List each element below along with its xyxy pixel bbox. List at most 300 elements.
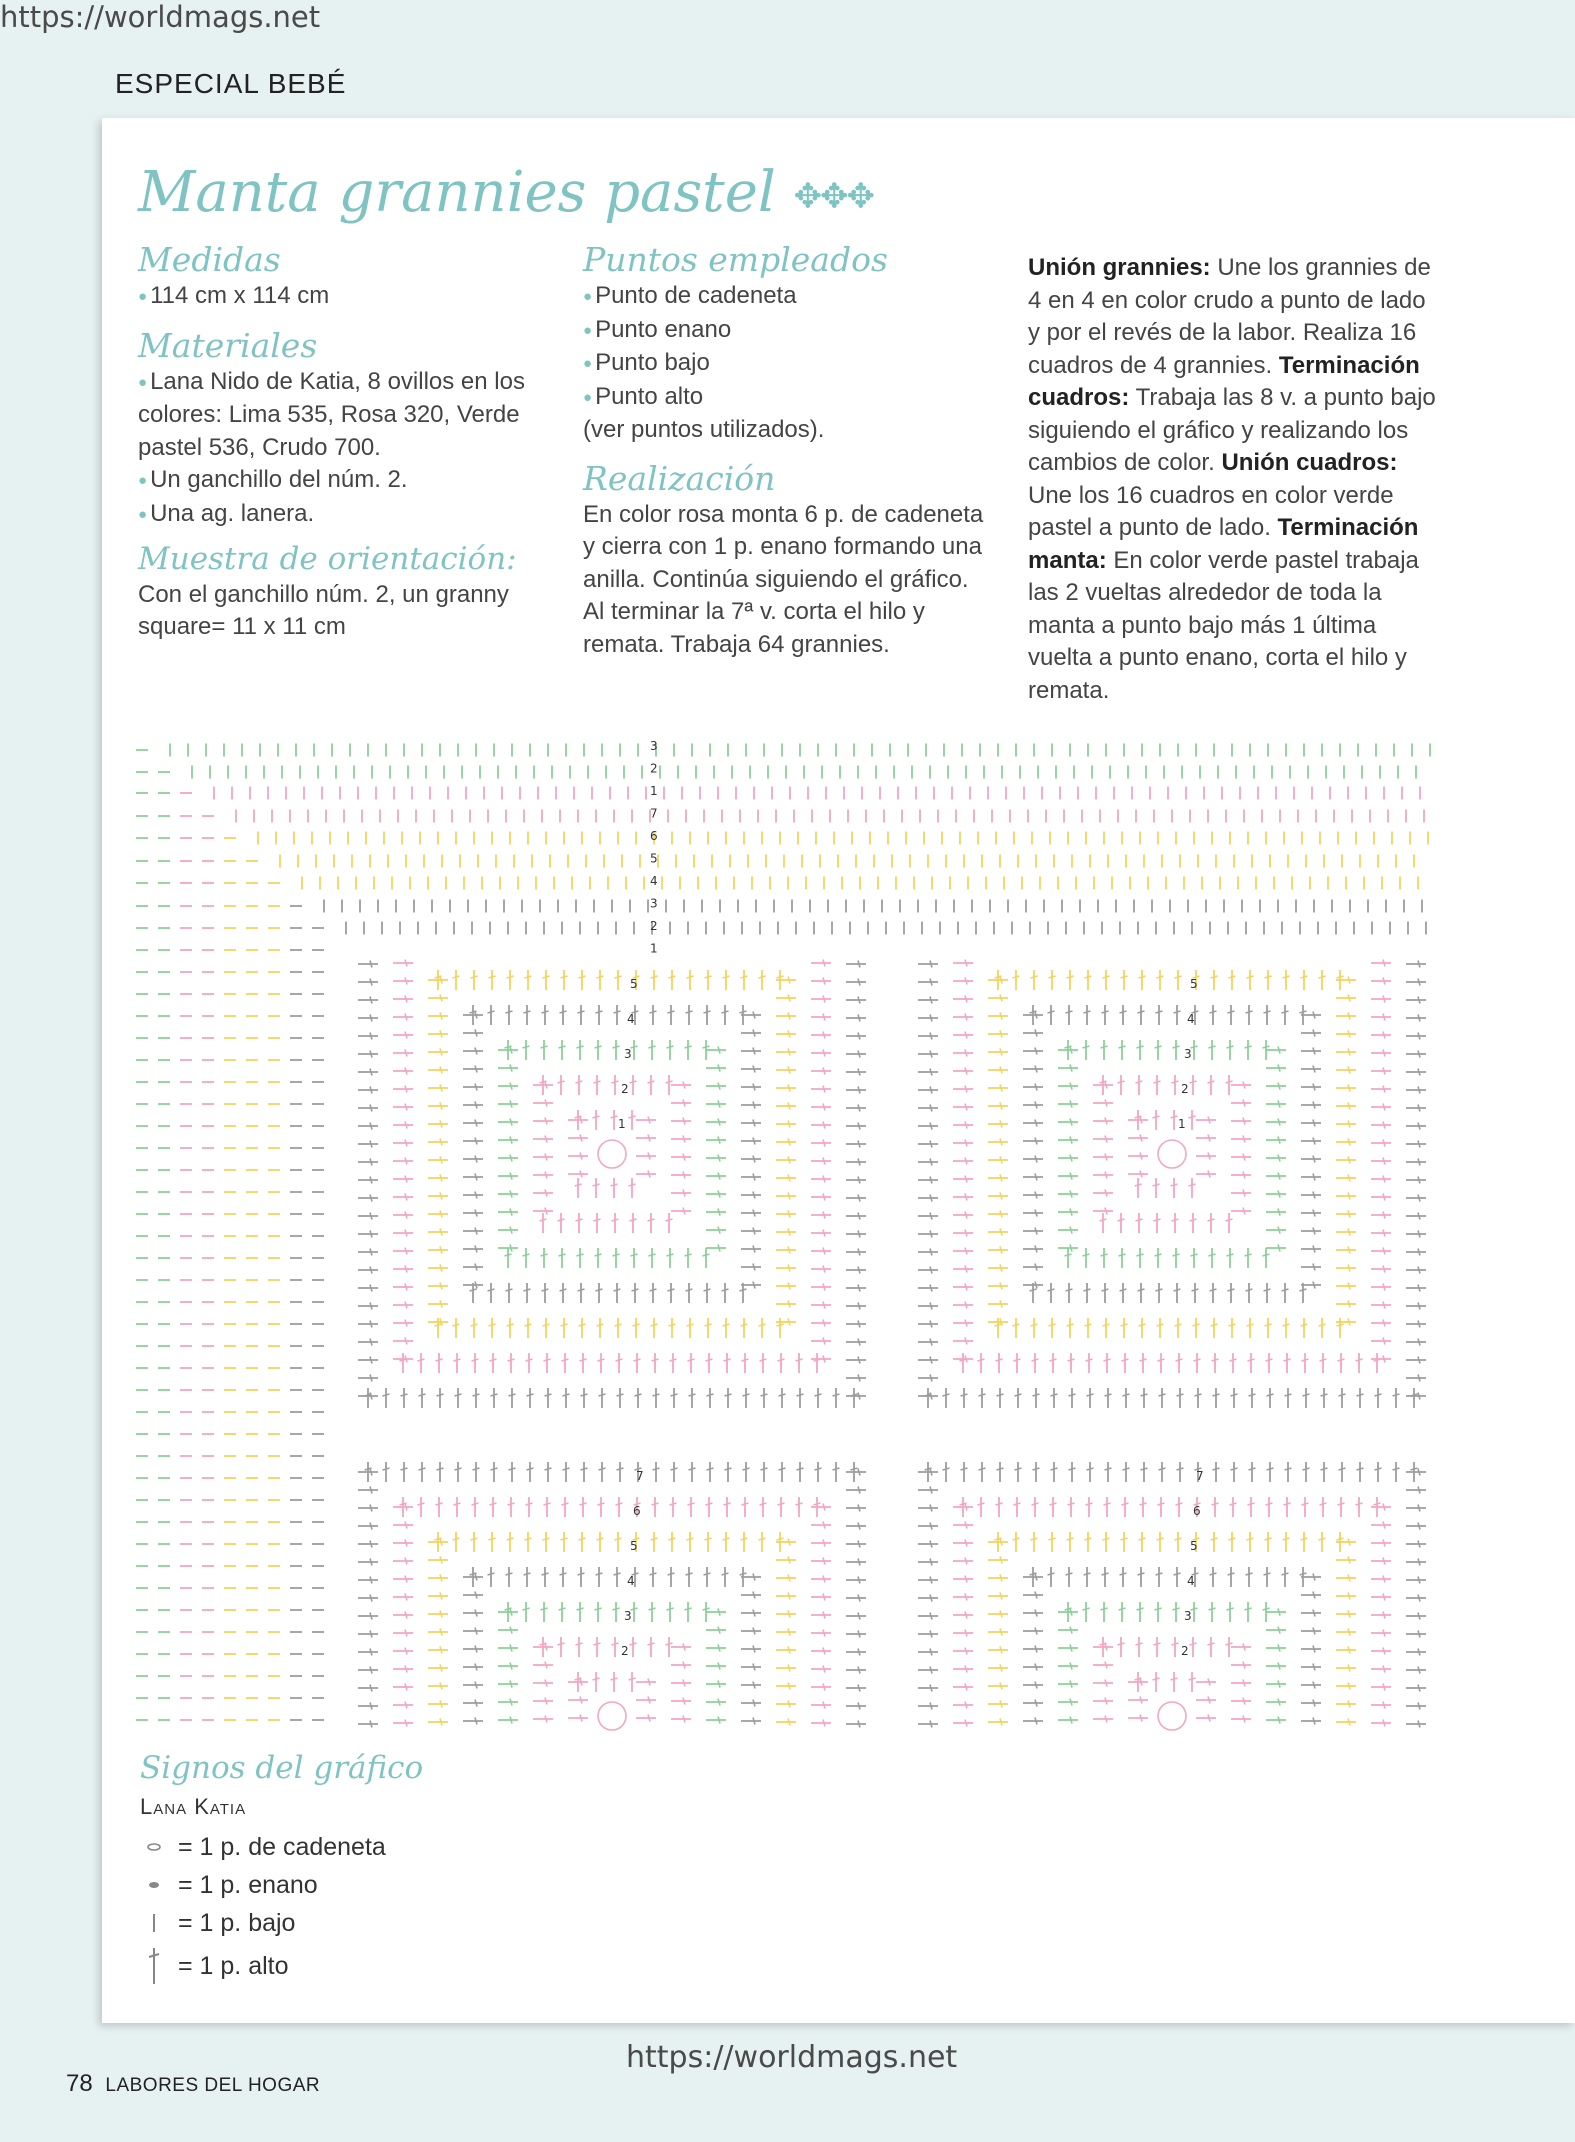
double-crochet-mark xyxy=(953,1014,973,1021)
double-crochet-mark xyxy=(811,978,831,985)
double-crochet-mark xyxy=(776,1283,796,1290)
double-crochet-mark xyxy=(393,1720,413,1727)
double-crochet-mark xyxy=(1266,1047,1286,1054)
double-crochet-mark xyxy=(1266,1245,1286,1252)
double-crochet-mark xyxy=(741,1532,748,1552)
double-crochet-mark xyxy=(953,1122,973,1129)
double-crochet-mark xyxy=(580,1353,587,1373)
double-crochet-mark xyxy=(1119,1248,1126,1268)
double-crochet-mark xyxy=(846,1033,866,1040)
double-crochet-mark xyxy=(1137,1040,1144,1060)
double-crochet-mark xyxy=(428,1575,448,1582)
double-crochet-mark xyxy=(577,1602,584,1622)
double-crochet-mark xyxy=(358,1541,378,1548)
double-crochet-mark xyxy=(846,1195,866,1202)
double-crochet-mark xyxy=(648,1637,655,1657)
double-crochet-mark xyxy=(918,1487,938,1494)
double-crochet-mark xyxy=(1266,1627,1286,1634)
double-crochet-mark xyxy=(953,1140,973,1147)
double-crochet-mark xyxy=(1249,1462,1256,1482)
double-crochet-mark xyxy=(1031,970,1038,990)
double-crochet-mark xyxy=(953,1086,973,1093)
double-crochet-mark xyxy=(703,1248,710,1268)
double-crochet-mark xyxy=(1371,1032,1391,1039)
double-crochet-mark xyxy=(1371,1212,1391,1219)
double-crochet-mark xyxy=(358,1631,378,1638)
double-crochet-mark xyxy=(1266,1699,1286,1706)
double-crochet-mark xyxy=(1371,1140,1391,1147)
double-crochet-mark xyxy=(988,1247,1008,1254)
double-crochet-mark xyxy=(1300,1283,1307,1303)
materiales-heading: Materiales xyxy=(138,325,318,365)
double-crochet-mark xyxy=(358,1231,378,1238)
double-crochet-mark xyxy=(741,1210,761,1217)
double-crochet-mark xyxy=(1031,1532,1038,1552)
double-crochet-mark xyxy=(1336,1229,1356,1236)
double-crochet-mark xyxy=(1067,1318,1074,1338)
double-crochet-mark xyxy=(1303,1388,1310,1408)
double-crochet-mark xyxy=(1301,1210,1321,1217)
double-crochet-mark xyxy=(1406,1541,1426,1548)
double-crochet-mark xyxy=(1049,970,1056,990)
double-crochet-mark xyxy=(635,1388,642,1408)
double-crochet-mark xyxy=(1023,1120,1043,1127)
double-crochet-mark xyxy=(489,970,496,990)
double-crochet-mark xyxy=(1121,1532,1128,1552)
double-crochet-mark xyxy=(759,1318,766,1338)
double-crochet-mark xyxy=(545,1388,552,1408)
double-crochet-mark xyxy=(846,1249,866,1256)
double-crochet-mark xyxy=(846,1159,866,1166)
double-crochet-mark xyxy=(1103,1532,1110,1552)
double-crochet-mark xyxy=(1266,1609,1286,1616)
flower-motif-icon: ✥✥✥ xyxy=(793,176,874,217)
double-crochet-mark xyxy=(953,960,973,967)
double-crochet-mark xyxy=(576,1213,583,1233)
double-crochet-mark xyxy=(393,1086,413,1093)
double-crochet-mark xyxy=(1155,1248,1162,1268)
double-crochet-mark xyxy=(498,1227,518,1234)
double-crochet-mark xyxy=(472,1353,479,1373)
double-crochet-mark xyxy=(1069,1462,1076,1482)
double-crochet-mark xyxy=(925,1388,932,1408)
double-crochet-mark xyxy=(953,1176,973,1183)
double-crochet-mark xyxy=(1406,1123,1426,1130)
double-crochet-mark xyxy=(943,1388,950,1408)
double-crochet-mark xyxy=(706,1497,713,1517)
double-crochet-mark xyxy=(1371,1068,1391,1075)
double-crochet-mark xyxy=(1301,1532,1308,1552)
double-crochet-mark xyxy=(1213,1388,1220,1408)
double-crochet-mark xyxy=(1371,978,1391,985)
double-crochet-mark xyxy=(846,1105,866,1112)
double-crochet-mark xyxy=(473,1462,480,1482)
double-crochet-mark xyxy=(1067,970,1074,990)
double-crochet-mark xyxy=(505,1248,512,1268)
double-crochet-mark xyxy=(1266,1137,1286,1144)
double-crochet-mark xyxy=(543,970,550,990)
double-crochet-mark xyxy=(776,1611,796,1618)
double-crochet-mark xyxy=(1406,961,1426,968)
double-crochet-mark xyxy=(1301,1646,1321,1653)
double-crochet-mark xyxy=(1231,1388,1238,1408)
double-crochet-mark xyxy=(1371,1540,1391,1547)
double-crochet-mark xyxy=(653,1388,660,1408)
double-crochet-mark xyxy=(1406,1033,1426,1040)
double-crochet-mark xyxy=(667,1602,674,1622)
double-crochet-mark xyxy=(722,1283,729,1303)
double-crochet-mark xyxy=(358,997,378,1004)
double-crochet-mark xyxy=(358,1505,378,1512)
double-crochet-mark xyxy=(1209,1040,1216,1060)
double-crochet-mark xyxy=(988,1719,1008,1726)
double-crochet-mark xyxy=(1336,1067,1356,1074)
double-crochet-mark xyxy=(597,970,604,990)
muestra-paragraph xyxy=(138,543,538,644)
double-crochet-mark xyxy=(595,1602,602,1622)
double-crochet-mark xyxy=(1156,1005,1163,1025)
double-crochet-mark xyxy=(1246,1283,1253,1303)
double-crochet-mark xyxy=(1023,1682,1043,1689)
double-crochet-mark xyxy=(1058,1119,1078,1126)
double-crochet-mark xyxy=(1141,1388,1148,1408)
double-crochet-mark xyxy=(579,970,586,990)
double-crochet-mark xyxy=(542,1283,549,1303)
double-crochet-mark xyxy=(599,1388,606,1408)
double-crochet-mark xyxy=(1282,1005,1289,1025)
double-crochet-mark xyxy=(761,1388,768,1408)
double-crochet-mark xyxy=(614,1283,621,1303)
double-crochet-mark xyxy=(463,1228,483,1235)
double-crochet-mark xyxy=(1013,1318,1020,1338)
double-crochet-mark xyxy=(668,1567,675,1587)
double-crochet-mark xyxy=(1128,1715,1148,1722)
round-number-label: 7 xyxy=(636,1469,644,1483)
round-number-label: 5 xyxy=(630,1539,638,1553)
double-crochet-mark xyxy=(953,1032,973,1039)
double-crochet-mark xyxy=(811,1522,831,1529)
double-crochet-mark xyxy=(533,1662,553,1669)
double-crochet-mark xyxy=(1136,1213,1143,1233)
double-crochet-mark xyxy=(846,1487,866,1494)
double-crochet-mark xyxy=(428,1031,448,1038)
double-crochet-mark xyxy=(918,1267,938,1274)
double-crochet-mark xyxy=(988,1139,1008,1146)
double-crochet-mark xyxy=(1065,1248,1072,1268)
double-crochet-mark xyxy=(1058,1645,1078,1652)
double-crochet-mark xyxy=(1211,970,1218,990)
double-crochet-mark xyxy=(541,1248,548,1268)
double-crochet-mark xyxy=(1321,1462,1328,1482)
double-crochet-mark xyxy=(419,1388,426,1408)
double-crochet-mark xyxy=(1023,1048,1043,1055)
double-crochet-mark xyxy=(1033,1388,1040,1408)
double-crochet-mark xyxy=(1266,1681,1286,1688)
double-crochet-mark xyxy=(507,970,514,990)
double-crochet-mark xyxy=(1336,1211,1356,1218)
double-crochet-mark xyxy=(1231,1190,1251,1197)
double-crochet-mark xyxy=(1336,1301,1356,1308)
terminacion-cuadros-label: Terminación cuadros: xyxy=(1028,351,1420,411)
double-crochet-mark xyxy=(671,1172,691,1179)
double-crochet-mark xyxy=(776,1647,796,1654)
double-crochet-mark xyxy=(1058,1681,1078,1688)
double-crochet-mark xyxy=(776,1049,796,1056)
double-crochet-mark xyxy=(811,1612,831,1619)
double-crochet-mark xyxy=(428,1683,448,1690)
double-crochet-mark xyxy=(393,1248,413,1255)
double-crochet-mark xyxy=(743,1462,750,1482)
double-crochet-mark xyxy=(918,1177,938,1184)
double-crochet-mark xyxy=(811,1050,831,1057)
double-crochet-mark xyxy=(1231,1208,1251,1215)
double-crochet-mark xyxy=(1093,1136,1113,1143)
round-number-label: 4 xyxy=(1187,1574,1195,1588)
double-crochet-mark xyxy=(617,1388,624,1408)
double-crochet-mark xyxy=(846,1613,866,1620)
double-crochet-mark xyxy=(1085,1318,1092,1338)
double-crochet-mark xyxy=(776,1593,796,1600)
double-crochet-mark xyxy=(988,1629,1008,1636)
double-crochet-mark xyxy=(1123,1462,1130,1482)
double-crochet-mark xyxy=(562,1353,569,1373)
double-crochet-mark xyxy=(1266,1191,1286,1198)
double-crochet-mark xyxy=(581,1388,588,1408)
double-crochet-mark xyxy=(649,1602,656,1622)
double-crochet-mark xyxy=(463,1646,483,1653)
double-crochet-mark xyxy=(725,1388,732,1408)
double-crochet-mark xyxy=(1411,1388,1418,1408)
double-crochet-mark xyxy=(811,1720,831,1727)
double-crochet-mark xyxy=(741,1282,761,1289)
double-crochet-mark xyxy=(577,1248,584,1268)
double-crochet-mark xyxy=(594,1075,601,1095)
double-crochet-mark xyxy=(1139,970,1146,990)
double-crochet-mark xyxy=(1247,970,1254,990)
double-crochet-mark xyxy=(561,1318,568,1338)
double-crochet-mark xyxy=(649,1040,656,1060)
double-crochet-mark xyxy=(1013,1532,1020,1552)
double-crochet-mark xyxy=(428,1103,448,1110)
double-crochet-mark xyxy=(633,1318,640,1338)
double-crochet-mark xyxy=(507,1532,514,1552)
double-crochet-mark xyxy=(563,1388,570,1408)
double-crochet-mark xyxy=(671,1136,691,1143)
double-crochet-mark xyxy=(473,1388,480,1408)
double-crochet-mark xyxy=(741,1228,761,1235)
double-crochet-mark xyxy=(436,1353,443,1373)
double-crochet-mark xyxy=(1301,1084,1321,1091)
double-crochet-mark xyxy=(358,1703,378,1710)
double-crochet-mark xyxy=(1319,1318,1326,1338)
double-crochet-mark xyxy=(1196,1715,1216,1722)
double-crochet-mark xyxy=(506,1005,513,1025)
double-crochet-mark xyxy=(1122,1497,1129,1517)
double-crochet-mark xyxy=(706,1173,726,1180)
round-number-label: 5 xyxy=(1190,1539,1198,1553)
double-crochet-mark xyxy=(988,1013,1008,1020)
union-grannies-text: Une los grannies de 4 en 4 en color crudo a punto de lado y por el revés de la labor. Realiza 16 cuadros de 4 grannies. xyxy=(1028,254,1431,379)
double-crochet-mark xyxy=(1051,1388,1058,1408)
double-crochet-mark xyxy=(491,1462,498,1482)
double-crochet-mark xyxy=(706,1609,726,1616)
double-crochet-mark xyxy=(1231,1662,1251,1669)
double-crochet-mark xyxy=(846,1721,866,1728)
double-crochet-mark xyxy=(1102,1283,1109,1303)
double-crochet-mark xyxy=(463,1610,483,1617)
double-crochet-mark xyxy=(1336,1665,1356,1672)
double-crochet-mark xyxy=(918,997,938,1004)
double-crochet-mark xyxy=(1301,1246,1321,1253)
double-crochet-mark xyxy=(463,1048,483,1055)
double-crochet-mark xyxy=(671,1644,691,1651)
double-crochet-mark xyxy=(615,970,622,990)
double-crochet-mark xyxy=(393,1684,413,1691)
double-crochet-mark xyxy=(1406,997,1426,1004)
double-crochet-mark xyxy=(533,1172,553,1179)
double-crochet-mark xyxy=(979,1462,986,1482)
double-crochet-mark xyxy=(705,1532,712,1552)
double-crochet-mark xyxy=(1023,1246,1043,1253)
double-crochet-mark xyxy=(1406,1141,1426,1148)
double-crochet-mark xyxy=(1231,1680,1251,1687)
double-crochet-mark xyxy=(418,1353,425,1373)
double-crochet-mark xyxy=(1229,1318,1236,1338)
double-crochet-mark xyxy=(811,1014,831,1021)
round-number-label: 3 xyxy=(1184,1047,1192,1061)
double-crochet-mark xyxy=(1375,1388,1382,1408)
double-crochet-mark xyxy=(393,1158,413,1165)
double-crochet-mark xyxy=(953,1558,973,1565)
double-crochet-mark xyxy=(776,1557,796,1564)
double-crochet-mark xyxy=(524,1567,531,1587)
double-crochet-mark xyxy=(498,1101,518,1108)
double-crochet-mark xyxy=(393,1522,413,1529)
double-crochet-mark xyxy=(578,1283,585,1303)
double-crochet-mark xyxy=(811,1594,831,1601)
double-crochet-mark xyxy=(1285,1462,1292,1482)
double-crochet-mark xyxy=(1137,1248,1144,1268)
double-crochet-mark xyxy=(383,1388,390,1408)
double-crochet-mark xyxy=(953,1720,973,1727)
double-crochet-mark xyxy=(471,970,478,990)
double-crochet-mark xyxy=(533,1680,553,1687)
double-crochet-mark xyxy=(559,1602,566,1622)
double-crochet-mark xyxy=(463,1174,483,1181)
double-crochet-mark xyxy=(846,1649,866,1656)
double-crochet-mark xyxy=(1301,1664,1321,1671)
double-crochet-mark xyxy=(1231,1136,1251,1143)
double-crochet-mark xyxy=(463,1682,483,1689)
double-crochet-mark xyxy=(846,979,866,986)
double-crochet-mark xyxy=(1128,1153,1148,1160)
double-crochet-mark xyxy=(498,1137,518,1144)
round-number-label: 5 xyxy=(650,851,658,866)
double-crochet-mark xyxy=(1213,1462,1220,1482)
double-crochet-mark xyxy=(358,1015,378,1022)
double-crochet-mark xyxy=(1371,1194,1391,1201)
double-crochet-mark xyxy=(393,1338,413,1345)
double-crochet-mark xyxy=(988,1049,1008,1056)
double-crochet-mark xyxy=(1336,1629,1356,1636)
double-crochet-mark xyxy=(1093,1680,1113,1687)
double-crochet-mark xyxy=(1371,1248,1391,1255)
double-crochet-mark xyxy=(1175,1318,1182,1338)
double-crochet-mark xyxy=(811,1068,831,1075)
double-crochet-mark xyxy=(741,1700,761,1707)
double-crochet-mark xyxy=(651,970,658,990)
double-crochet-mark xyxy=(597,1532,604,1552)
double-crochet-mark xyxy=(666,1213,673,1233)
double-crochet-mark xyxy=(358,1087,378,1094)
double-crochet-mark xyxy=(1336,1593,1356,1600)
double-crochet-mark xyxy=(1190,1637,1197,1657)
double-crochet-mark xyxy=(846,1267,866,1274)
double-crochet-mark xyxy=(1154,1637,1161,1657)
double-crochet-mark xyxy=(833,1388,840,1408)
double-crochet-mark xyxy=(918,1195,938,1202)
double-crochet-mark xyxy=(649,1248,656,1268)
double-crochet-mark xyxy=(498,1065,518,1072)
double-crochet-mark xyxy=(1301,1192,1321,1199)
double-crochet-mark xyxy=(1208,1213,1215,1233)
double-crochet-mark xyxy=(576,1075,583,1095)
double-crochet-mark xyxy=(740,1283,747,1303)
double-crochet-mark xyxy=(918,1069,938,1076)
double-crochet-mark xyxy=(778,1497,785,1517)
double-crochet-mark xyxy=(401,1462,408,1482)
double-crochet-mark xyxy=(498,1209,518,1216)
double-crochet-mark xyxy=(1023,1700,1043,1707)
double-crochet-mark xyxy=(1032,1497,1039,1517)
double-crochet-mark xyxy=(1406,1667,1426,1674)
double-crochet-mark xyxy=(1406,979,1426,986)
double-crochet-mark xyxy=(393,1540,413,1547)
double-crochet-mark xyxy=(1375,1462,1382,1482)
double-crochet-mark xyxy=(1196,1171,1216,1178)
double-crochet-mark xyxy=(1406,1105,1426,1112)
double-crochet-mark xyxy=(358,1595,378,1602)
double-crochet-mark xyxy=(1058,1083,1078,1090)
double-crochet-mark xyxy=(428,995,448,1002)
double-crochet-mark xyxy=(918,1375,938,1382)
double-crochet-mark xyxy=(953,1194,973,1201)
double-crochet-mark xyxy=(1101,1040,1108,1060)
double-crochet-mark xyxy=(1104,1497,1111,1517)
double-crochet-mark xyxy=(1023,1264,1043,1271)
double-crochet-mark xyxy=(559,1248,566,1268)
double-crochet-mark xyxy=(568,1715,588,1722)
double-crochet-mark xyxy=(1013,970,1020,990)
double-crochet-mark xyxy=(1266,1663,1286,1670)
double-crochet-mark xyxy=(1049,1532,1056,1552)
double-crochet-mark xyxy=(741,1246,761,1253)
double-crochet-mark xyxy=(1336,1683,1356,1690)
double-crochet-mark xyxy=(1246,1567,1253,1587)
double-crochet-mark xyxy=(1211,1532,1218,1552)
double-crochet-mark xyxy=(629,1178,636,1198)
double-crochet-mark xyxy=(811,1702,831,1709)
double-crochet-mark xyxy=(722,1567,729,1587)
double-crochet-mark xyxy=(918,1357,938,1364)
double-crochet-mark xyxy=(1158,1353,1165,1373)
double-crochet-mark xyxy=(796,1497,803,1517)
double-crochet-mark xyxy=(594,1213,601,1233)
double-crochet-mark xyxy=(846,1357,866,1364)
double-crochet-mark xyxy=(1120,1005,1127,1025)
watermark-bottom: https://worldmags.net xyxy=(626,2040,958,2075)
double-crochet-mark xyxy=(596,1567,603,1587)
